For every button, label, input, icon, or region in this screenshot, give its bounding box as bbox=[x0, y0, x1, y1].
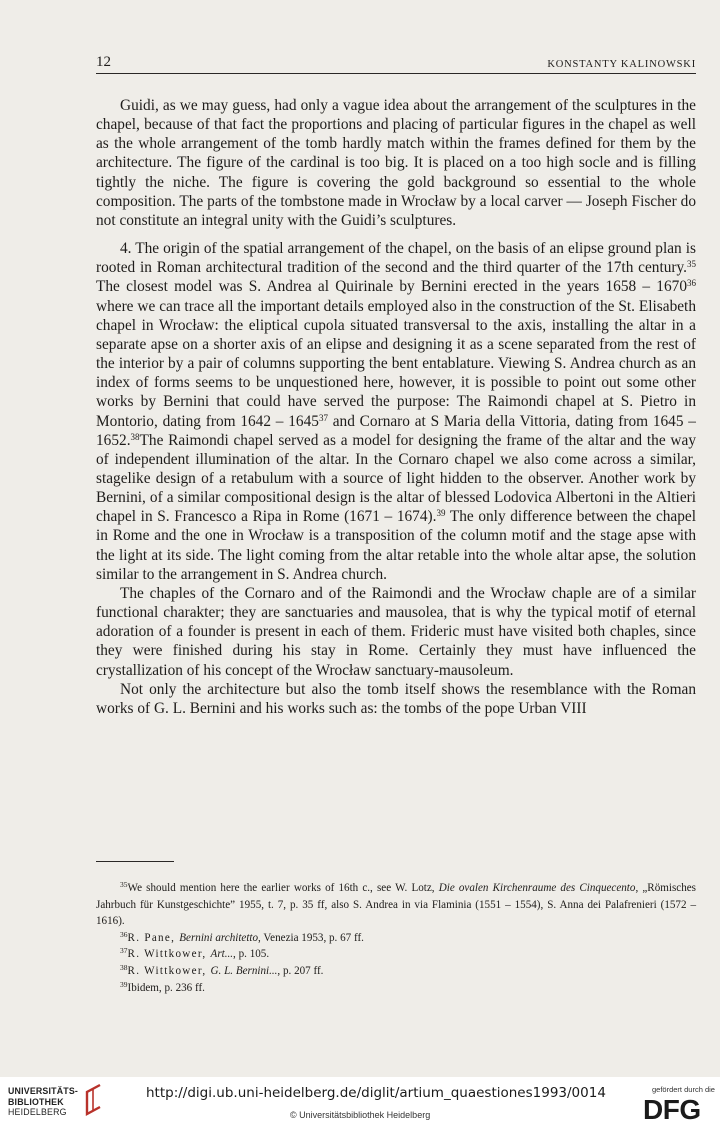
footnote-ref[interactable]: 39 bbox=[436, 508, 446, 519]
dfg-logo[interactable]: DFG bbox=[643, 1094, 701, 1125]
footnote-37: $^{37}$R. Wittkower, Art..., p. 105. bbox=[120, 946, 270, 961]
footnote-ref[interactable]: 35 bbox=[687, 259, 696, 270]
library-emblem-icon bbox=[80, 1083, 102, 1117]
paragraph-4: Not only the architecture but also the tomb itself shows the resemblance with the Roman works of G. L. Bernini and his works such as: the tombs of the pope Urban VIII bbox=[96, 680, 696, 717]
running-head: KONSTANTY KALINOWSKI bbox=[547, 59, 696, 70]
paragraph-2: 4. The origin of the spatial arrangement of the chapel, on the basis of an elipse ground plan is rooted in Roman architectural tradition of the second and the third quarter of the 17th century.$^{35}$ The closest model was S. Andrea al Quirinale by Bernini erected in the years 1658 – 1670$^{36}$ where we can trace all the important details employed also in the construction of the St. Elisabeth chapel in Wrocław: the eliptical cupola situated transversal to the axis, installing the altar in a separate apse on a shorter axis of an elipse and designing it as a scene separated from the rest of the interior by a pair of columns supporting the bent entablature. Viewing S. Andrea church as an index of forms seems to be unquestioned here, however, it is possible to point out some other works by Bernini that could have served the purpose: The Raimondi chapel at S. Pietro in Montorio, dating from 1642 – 1645$^{37}$ and Cornaro at S Maria della Vittoria, dating from 1645 – 1652.38The Raimondi chapel served as a model for designing the frame of the altar and the way of independent illumination of the altar. In the Cornaro chapel we also come across a similar, stagelike design of a retabulum with a source of light hidden to the observer. Another work by Bernini, of a similar compositional design is the altar of blessed Lodovica Albertoni in the Altieri chapel in S. Francesco a Ripa in Rome (1671 – 1674).$^{39}$ The only difference between the chapel in Rome and the one in Wrocław is a transposition of the column motif and the stage apse with the light at its side. The light coming from the altar retable into the whole altar apse, the solution similar to the arrangement in S. Andrea church. bbox=[96, 240, 696, 583]
page-header bbox=[96, 54, 696, 74]
footnote-divider bbox=[96, 861, 174, 862]
paragraph-3: The chaples of the Cornaro and of the Raimondi and the Wrocław chaple are of a similar functional charakter; they are sanctuaries and mausolea, that is why the typical motif of eternal adoration of a founder is present in each of them. Frideric must have visited both chaples, since they were finished during his stay in Rome. Certainly they must have influenced the crystallization of his concept of the Wrocław sanctuary-mausoleum. bbox=[96, 584, 696, 679]
footnotes bbox=[96, 880, 696, 996]
funding-note: gefördert durch die bbox=[652, 1085, 715, 1094]
copyright-notice: © Universitätsbibliothek Heidelberg bbox=[290, 1110, 431, 1120]
page-number: 12 bbox=[96, 54, 111, 70]
source-url-link[interactable]: http://digi.ub.uni-heidelberg.de/diglit/artium_quaestiones1993/0014 bbox=[146, 1085, 606, 1101]
footnote-ref[interactable]: 37 bbox=[318, 412, 328, 423]
footnote-36: $^{36}$R. Pane, Bernini architetto, Venezia 1953, p. 67 ff. bbox=[120, 929, 364, 944]
library-logo[interactable]: UNIVERSITÄTS- BIBLIOTHEK HEIDELBERG bbox=[8, 1086, 79, 1117]
footnote-ref[interactable]: 36 bbox=[687, 278, 696, 289]
body-text bbox=[96, 96, 696, 718]
footer-bar bbox=[0, 1077, 720, 1132]
footnote-39: $^{39}$Ibidem, p. 236 ff. bbox=[120, 979, 205, 994]
paragraph-1: Guidi, as we may guess, had only a vague idea about the arrangement of the sculptures in the chapel, because of that fact the proportions and placing of particular figures in the chapel as well as the whole arrangement of the tomb hardly match within the frames defined for them by the architecture. The figure of the cardinal is too big. It is placed on a too high socle and is filling tightly the niche. The figure is covering the gold background so essential to the whole composition. The parts of the tombstone made in Wrocław by a local carver — Joseph Fischer do not constitute an integral unity with the Guidi’s sculptures. bbox=[96, 97, 696, 229]
footnote-38: $^{38}$R. Wittkower, G. L. Bernini..., p. 207 ff. bbox=[120, 962, 324, 977]
footnote-ref[interactable]: 38 bbox=[130, 431, 140, 442]
footnote-35: $^{35}$We should mention here the earlier works of 16th c., see W. Lotz, Die ovalen Kirchenraume des Cinquecento, „Römisches Jahrbuch für Kunstgeschichte” 1955, t. 7, p. 35 ff, also S. Andrea in via Flaminia (1551 – 1554), S. Anna dei Palafrenieri (1572 – 1616). bbox=[96, 880, 696, 928]
